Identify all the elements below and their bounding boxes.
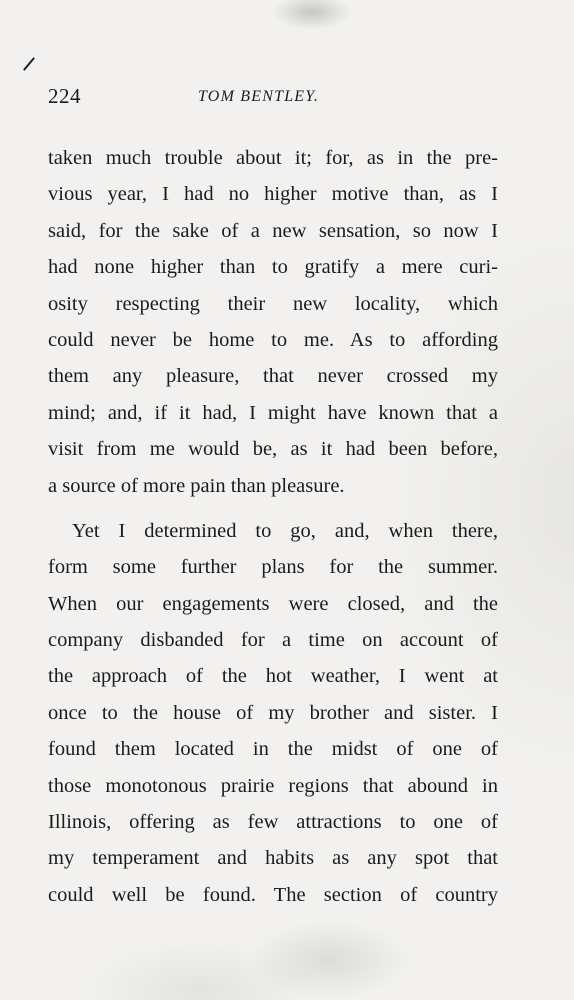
text-line: said, for the sake of a new sensation, so now I [48,219,498,242]
running-title: TOM BENTLEY. [198,88,320,105]
pencil-mark [23,57,35,71]
text-line: Yet I determined to go, and, when there, [72,519,498,542]
text-line: could well be found. The section of country [48,883,498,906]
page-number: 224 [48,84,81,108]
text-line: found them located in the midst of one of [48,738,498,761]
page-header [48,84,498,114]
text-line: vious year, I had no higher motive than, as I [48,183,498,206]
paragraph-gap [48,504,498,513]
text-line: a source of more pain than pleasure. [48,474,345,497]
text-line: When our engagements were closed, and the [48,592,498,615]
text-line: osity respecting their new locality, which [48,292,498,315]
text-line: them any pleasure, that never crossed my [48,365,498,388]
text-line: company disbanded for a time on account of [48,629,498,652]
text-line: could never be home to me. As to affording [48,328,498,351]
text-line: those monotonous prairie regions that abound in [48,774,498,797]
text-line: form some further plans for the summer. [48,556,498,579]
text-line: taken much trouble about it; for, as in the pre- [48,147,498,169]
text-line: once to the house of my brother and sister. I [48,701,498,724]
text-line: had none higher than to gratify a mere curi- [48,256,498,279]
text-line: my temperament and habits as any spot that [48,847,498,870]
paragraph-2 [48,513,498,913]
paragraph-1 [48,140,498,504]
text-line: visit from me would be, as it had been before, [48,438,498,461]
text-line: the approach of the hot weather, I went at [48,665,498,688]
text-line: Illinois, offering as few attractions to one of [48,811,498,834]
body-text [48,140,498,913]
text-line: mind; and, if it had, I might have known that a [48,401,498,424]
